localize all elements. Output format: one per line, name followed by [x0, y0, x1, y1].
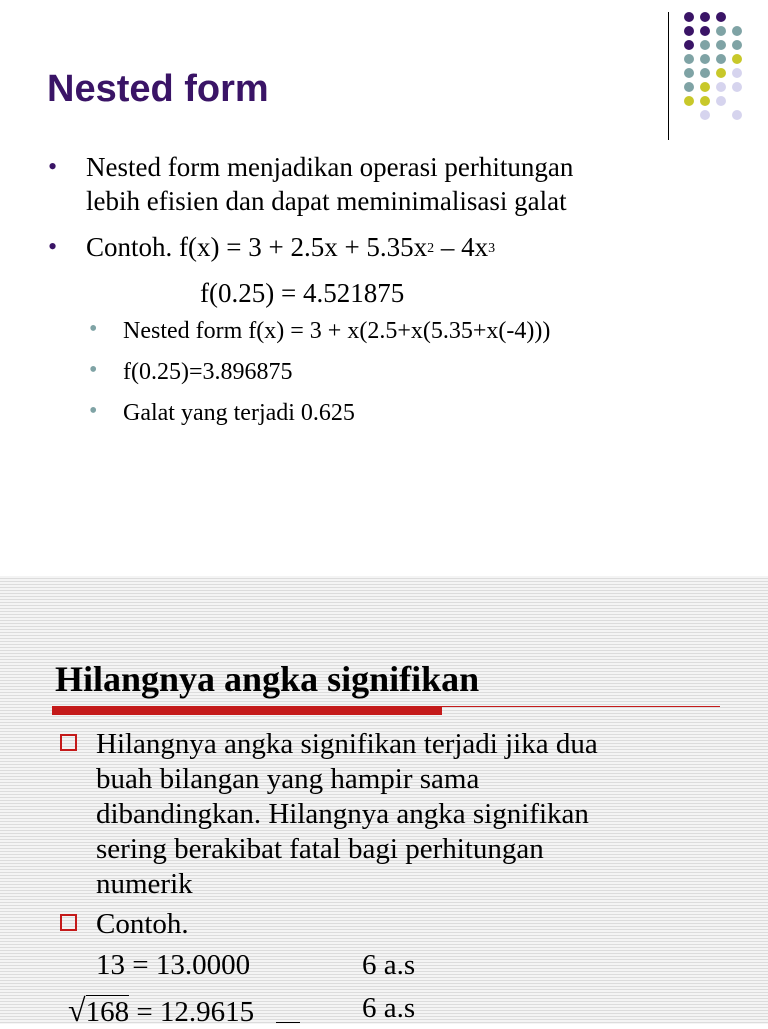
- square-bullet-icon: [60, 914, 77, 931]
- sub-bullet-nested-form: • Nested form f(x) = 3 + x(2.5+x(5.35+x(-4))): [89, 316, 551, 344]
- equation-13: 13 = 13.0000: [96, 949, 251, 981]
- sub-bullet-dot: •: [89, 398, 98, 424]
- slide-title: Hilangnya angka signifikan: [55, 659, 480, 699]
- bullet-contoh: [48, 230, 726, 266]
- contoh-label: Contoh.: [86, 232, 173, 262]
- slide-significant-digits: [0, 576, 768, 1028]
- square-bullet-icon: [60, 734, 77, 751]
- divider-line: [668, 12, 669, 140]
- polynomial-expression: $f(x) = 3 + 2.5x + 5.35x^2 - 4x^3$: [179, 232, 496, 262]
- sub-bullet-dot: •: [89, 316, 98, 342]
- sub-bullet-dot: •: [89, 357, 98, 383]
- sub-bullet-value: • f(0.25)=3.896875: [89, 357, 293, 385]
- bullet-nested-form-desc: [48, 150, 726, 218]
- polynomial-value: f(0.25) = 4.521875: [200, 278, 405, 308]
- equation-sqrt-168: √168 = 12.9615: [68, 992, 255, 1028]
- decorative-dot-grid: [684, 12, 756, 124]
- title-underline-bar: [52, 706, 442, 715]
- sqrt-icon: √: [68, 992, 86, 1028]
- significant-count: 6 a.s: [362, 992, 416, 1024]
- paragraph-definition: Hilangnya angka signifikan terjadi jika dua buah bilangan yang hampir sama dibandingkan. Hilangnya angka signifikan sering berakibat fatal bagi perhitungan numerik: [96, 728, 598, 900]
- sub-bullet-error: • Galat yang terjadi 0.625: [89, 398, 355, 426]
- bullet-dot: •: [48, 232, 58, 261]
- slide-title: Nested form: [47, 68, 269, 110]
- significant-count: 6 a.s: [362, 949, 416, 981]
- bullet-line: Nested form menjadikan operasi perhitungan: [86, 152, 574, 182]
- contoh-label: Contoh.: [96, 908, 189, 940]
- title-underline-line: [442, 706, 720, 707]
- bullet-line: lebih efisien dan dapat meminimalisasi galat: [86, 186, 567, 216]
- dash-mark: [276, 1022, 300, 1023]
- bullet-dot: •: [48, 152, 58, 181]
